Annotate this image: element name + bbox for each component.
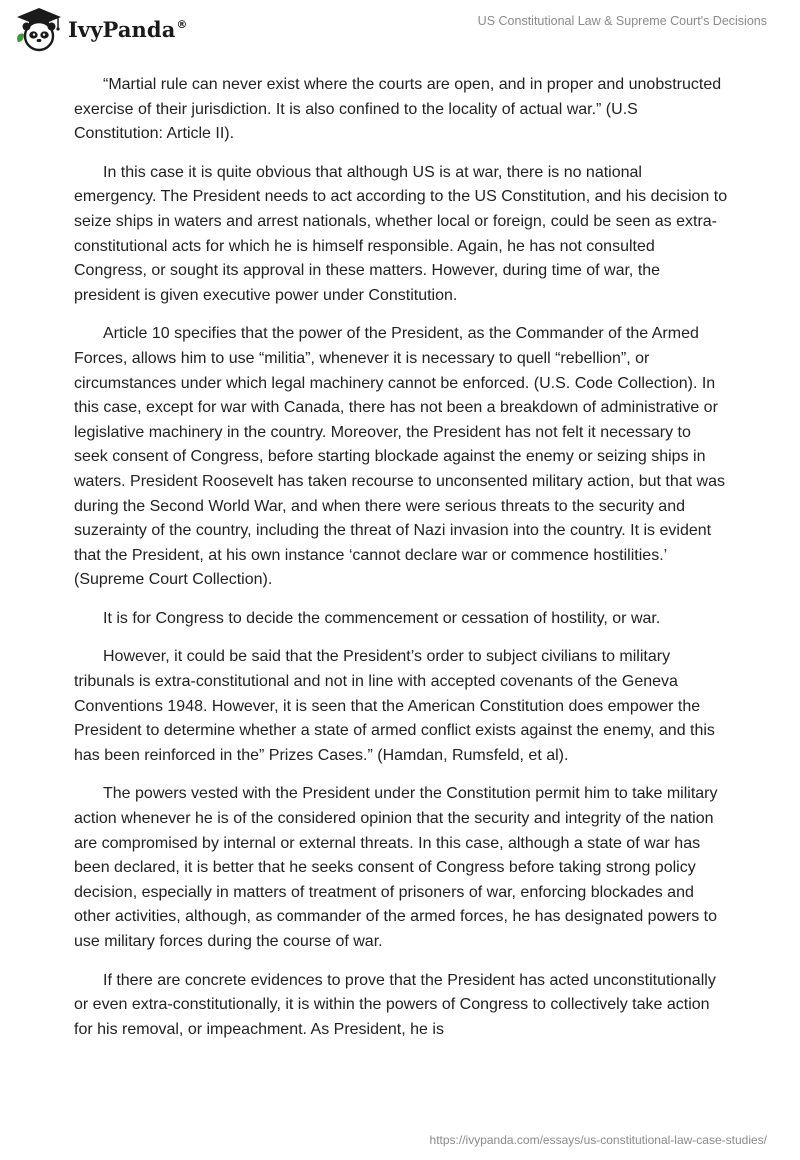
brand-name: IvyPanda®: [68, 16, 188, 42]
paragraph: If there are concrete evidences to prove that the President has acted unconstitutionally or even extra-constitutionally, it is within the powers of Congress to collectively take action for his removal, or impeachment. As President, he is: [74, 971, 716, 1038]
paragraph: It is for Congress to decide the commencement or cessation of hostility, or war.: [103, 609, 661, 627]
document-title: US Constitutional Law & Supreme Court's Decisions: [477, 14, 767, 28]
paragraph: Article 10 specifies that the power of the President, as the Commander of the Armed Forces, allows him to use “militia”, whenever it is necessary to quell “rebellion”, or circumstances under which legal machinery cannot be enforced. (U.S. Code Collection). In this case, except for war with Canada, there has not been a breakdown of administrative or legislative machinery in the country. Moreover, the President has not felt it necessary to seek consent of Congress, before starting blockade against the enemy or seizing ships in waters. President Roosevelt has taken recourse to unconsented military action, but that was during the Second World War, and when there were serious threats to the security and suzerainty of the country, including the threat of Nazi invasion into the country. It is evident that the President, at his own instance ‘cannot declare war or commence hostilities.’ (Supreme Court Collection).: [74, 325, 726, 589]
essay-body: [74, 73, 728, 1056]
source-url[interactable]: https://ivypanda.com/essays/us-constitutional-law-case-studies/: [429, 1133, 767, 1147]
page-header: [0, 0, 800, 64]
panda-graduate-icon: [14, 6, 64, 52]
paragraph: “Martial rule can never exist where the courts are open, and in proper and unobstructed exercise of their jurisdiction. It is also confined to the locality of actual war.” (U.S Constitution: Article II).: [74, 76, 722, 143]
paragraph: However, it could be said that the President’s order to subject civilians to military tribunals is extra-constitutional and not in line with accepted covenants of the Geneva Conventions 1948. However, it is seen that the American Constitution does empower the President to determine whether a state of armed conflict exists against the enemy, and this has been reinforced in the” Prizes Cases.” (Hamdan, Rumsfeld, et al).: [74, 648, 715, 764]
paragraph: The powers vested with the President under the Constitution permit him to take military action whenever he is of the considered opinion that the security and integrity of the nation are compromised by internal or external threats. In this case, although a state of war has been declared, it is better that he seeks consent of Congress before taking strong policy decision, especially in matters of treatment of prisoners of war, enforcing blockades and other activities, although, as commander of the armed forces, he has designated powers to use military forces during the course of war.: [74, 785, 718, 950]
brand-logo[interactable]: [14, 6, 188, 52]
paragraph: In this case it is quite obvious that although US is at war, there is no national emergency. The President needs to act according to the US Constitution, and his decision to seize ships in waters and arrest nationals, whether local or foreign, could be seen as extra-constitutional acts for which he is himself responsible. Again, he has not consulted Congress, or sought its approval in these matters. However, during time of war, the president is given executive power under Constitution.: [74, 163, 728, 304]
